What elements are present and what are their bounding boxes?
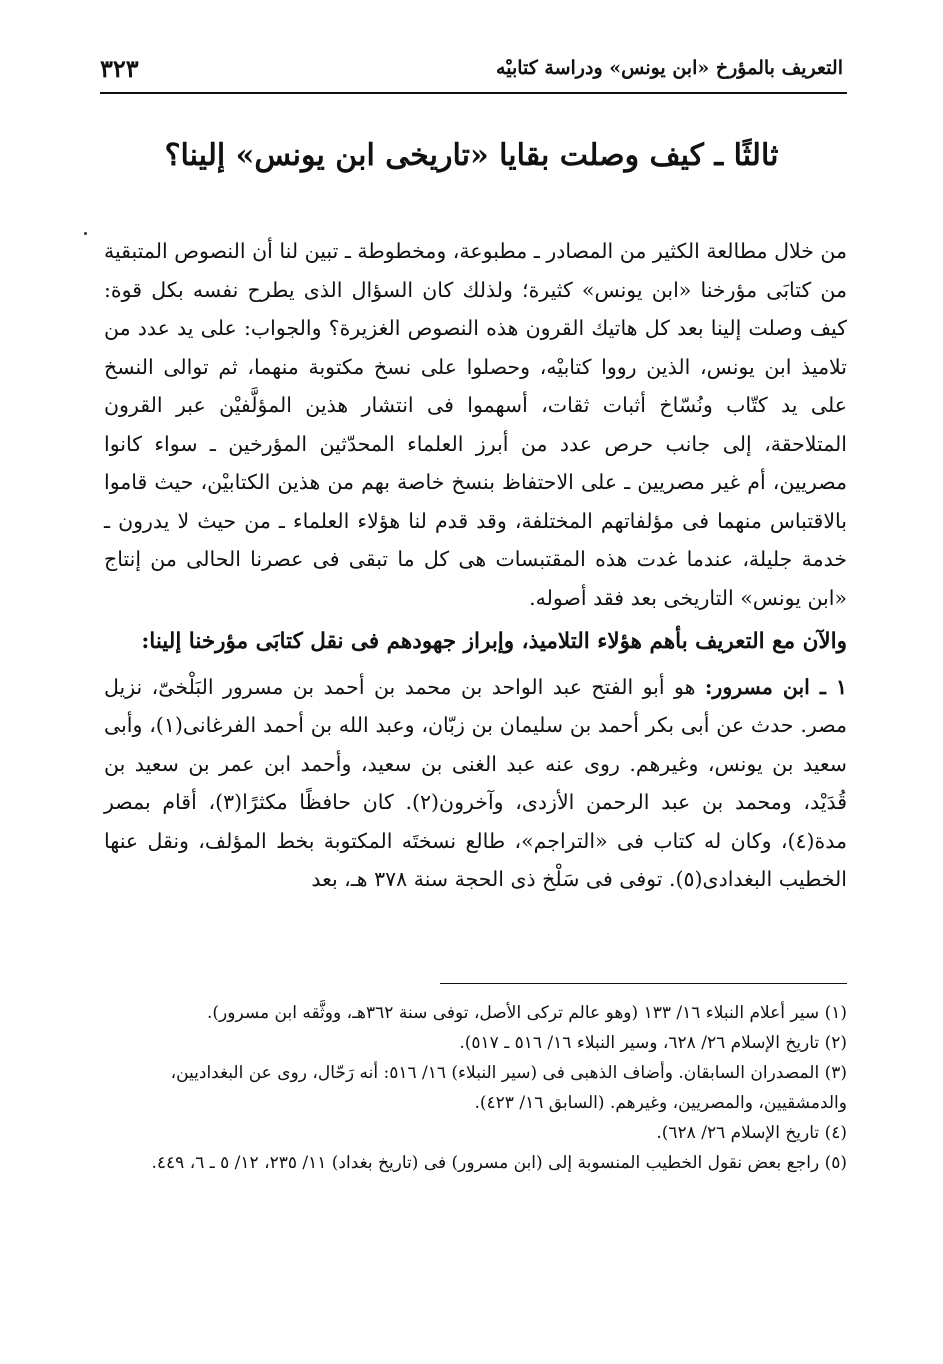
intro-paragraph: من خلال مطالعة الكثير من المصادر ـ مطبوعة، ومخطوطة ـ تبين لنا أن النصوص المتبقية من كتابَى مؤرخنا «ابن يونس» كثيرة؛ ولذلك كان السؤال الذى يطرح نفسه بكل قوة: كيف وصلت إلينا بعد كل هاتيك القرون هذه النصوص الغزيرة؟ والجواب: على يد عدد من تلاميذ ابن يونس، الذين رووا كتابيْه، وحصلوا على نسخ مكتوبة منهما، ثم توالى النسخ على يد كتّاب ونُسّاخ أثبات ثقات، أسهموا فى انتشار هذين المؤلَّفيْن عبر القرون المتلاحقة، إلى جانب حرص عدد من أبرز العلماء المحدّثين المؤرخين ـ سواء كانوا مصريين، أم غير مصريين ـ على الاحتفاظ بنسخ خاصة بهم من هذين الكتابيْن، حيث قاموا بالاقتباس منهما فى مؤلفاتهم المختلفة، وقد قدم لنا هؤلاء العلماء ـ من حيث لا يدرون ـ خدمة جليلة، عندما غدت هذه المقتبسات هى كل ما تبقى فى عصرنا الحالى من إنتاج «ابن يونس» التاريخى بعد فقد أصوله. — [104, 239, 847, 610]
footnote-item: (٢) تاريخ الإسلام ٢٦/ ٦٢٨، وسير النبلاء ١٦/ ٥١٦ ـ ٥١٧). — [459, 1033, 847, 1053]
section-title: ثالثًا ـ كيف وصلت بقايا «تاريخى ابن يونس» إلينا؟ — [164, 138, 779, 173]
header-rule — [100, 92, 847, 94]
footnote-item: (٥) راجع بعض نقول الخطيب المنسوبة إلى (ابن مسرور) فى (تاريخ بغداد) ١١/ ٢٣٥، ١٢/ ٥ ـ ٦، ٤٤٩. — [151, 1153, 847, 1173]
bio-text: هو أبو الفتح عبد الواحد بن محمد بن أحمد بن مسرور البَلْخىّ، نزيل مصر. حدث عن أبى بكر أحمد بن سليمان بن زبّان، وعبد الله بن أحمد الفرغانى(١)، وأبى سعيد بن يونس، وغيرهم. روى عنه عبد الغنى بن سعيد، وأحمد ابن عمر بن سعيد بن قُدَيْد، ومحمد بن عبد الرحمن الأزدى، وآخرون(٢). كان حافظًا مكثرًا(٣)، أقام بمصر مدة(٤)، وكان له كتاب فى «التراجم»، طالع نسختَه المكتوبة بخط المؤلف، ونقل عنها الخطيب البغدادى(٥). توفى فى سَلْخ ذى الحجة سنة ٣٧٨ هـ، بعد — [104, 674, 847, 891]
margin-dot — [84, 232, 87, 235]
footnote-item: (١) سير أعلام النبلاء ١٦/ ١٣٣ (وهو عالم تركى الأصل، توفى سنة ٣٦٢هـ، ووثَّقه ابن مسرور). — [207, 1003, 847, 1023]
footnote-rule — [440, 983, 847, 984]
footnote-item: (٤) تاريخ الإسلام ٢٦/ ٦٢٨). — [656, 1123, 847, 1143]
subheading: والآن مع التعريف بأهم هؤلاء التلاميذ، وإبراز جهودهم فى نقل كتابَى مؤرخنا إلينا: — [141, 629, 847, 654]
footnote-item: (٣) المصدران السابقان. وأضاف الذهبى فى (سير النبلاء) ١٦/ ٥١٦: أنه رَحّال، روى عن البغداديين، والدمشقيين، والمصريين، وغيرهم. (السابق ١٦/ ٤٢٣). — [170, 1063, 847, 1113]
body-text — [104, 232, 847, 899]
running-head-title: التعريف بالمؤرخ «ابن يونس» ودراسة كتابيْه — [496, 57, 843, 79]
footnotes — [104, 998, 847, 1178]
running-head — [100, 48, 843, 88]
bio-paragraph — [104, 668, 847, 899]
page-number: ٣٢٣ — [100, 53, 139, 83]
bio-name: ١ ـ ابن مسرور: — [704, 674, 848, 699]
